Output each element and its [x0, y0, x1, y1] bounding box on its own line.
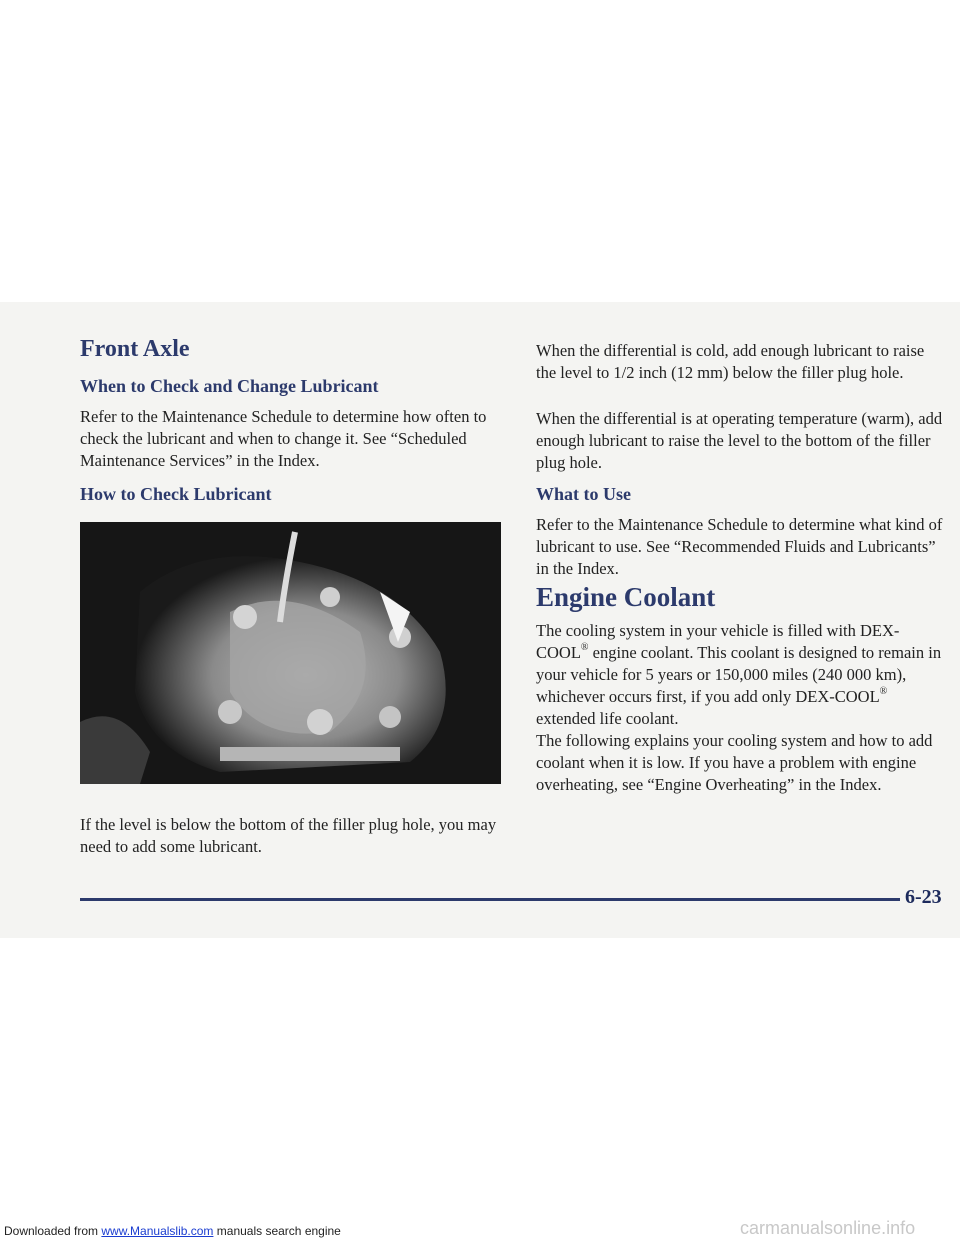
footer-suffix: manuals search engine	[213, 1224, 341, 1238]
subheading-how-to-check: How to Check Lubricant	[80, 484, 272, 504]
page-number: 6-23	[905, 886, 942, 908]
front-axle-photo	[80, 522, 501, 784]
paragraph-add-lubricant: If the level is below the bottom of the filler plug hole, you may need to add some lubricant.	[80, 815, 497, 856]
paragraph-warm-differential: When the differential is at operating temperature (warm), add enough lubricant to raise the level to the bottom of the filler plug hole.	[536, 409, 943, 472]
manualslib-link[interactable]: www.Manualslib.com	[101, 1224, 214, 1238]
registered-mark: ®	[879, 686, 888, 697]
footer-rule	[80, 898, 900, 901]
paragraph-check-schedule: Refer to the Maintenance Schedule to determine how often to check the lubricant and when to change it. See “Scheduled Maintenance Services” in the Index.	[80, 407, 487, 470]
download-footer	[4, 1224, 341, 1238]
subheading-when-to-check: When to Check and Change Lubricant	[80, 376, 379, 396]
section-title-front-axle: Front Axle	[80, 336, 190, 362]
paragraph-cooling-system: The following explains your cooling system and how to add coolant when it is low. If you have a problem with engine overheating, see “Engine Overheating” in the Index.	[536, 731, 933, 794]
paragraph-lubricant-type: Refer to the Maintenance Schedule to determine what kind of lubricant to use. See “Recommended Fluids and Lubricants” in the Index.	[536, 515, 943, 578]
dex-cool-text-c: extended life coolant.	[536, 709, 679, 728]
paragraph-cold-differential: When the differential is cold, add enough lubricant to raise the level to 1/2 inch (12 mm) below the filler plug hole.	[536, 341, 925, 382]
footer-prefix: Downloaded from	[4, 1224, 102, 1238]
watermark-text: carmanualsonline.info	[740, 1218, 916, 1238]
registered-mark: ®	[580, 642, 589, 653]
section-title-engine-coolant: Engine Coolant	[536, 582, 716, 612]
subheading-what-to-use: What to Use	[536, 484, 631, 504]
dex-cool-text-a: The cooling system in your vehicle is filled with DEX-COOL	[536, 621, 900, 662]
paragraph-dex-cool	[536, 620, 950, 730]
dex-cool-text-b: engine coolant. This coolant is designed to remain in your vehicle for 5 years or 150,000 miles (240 000 km), whichever occurs first, if you add only DEX-COOL	[536, 643, 942, 706]
